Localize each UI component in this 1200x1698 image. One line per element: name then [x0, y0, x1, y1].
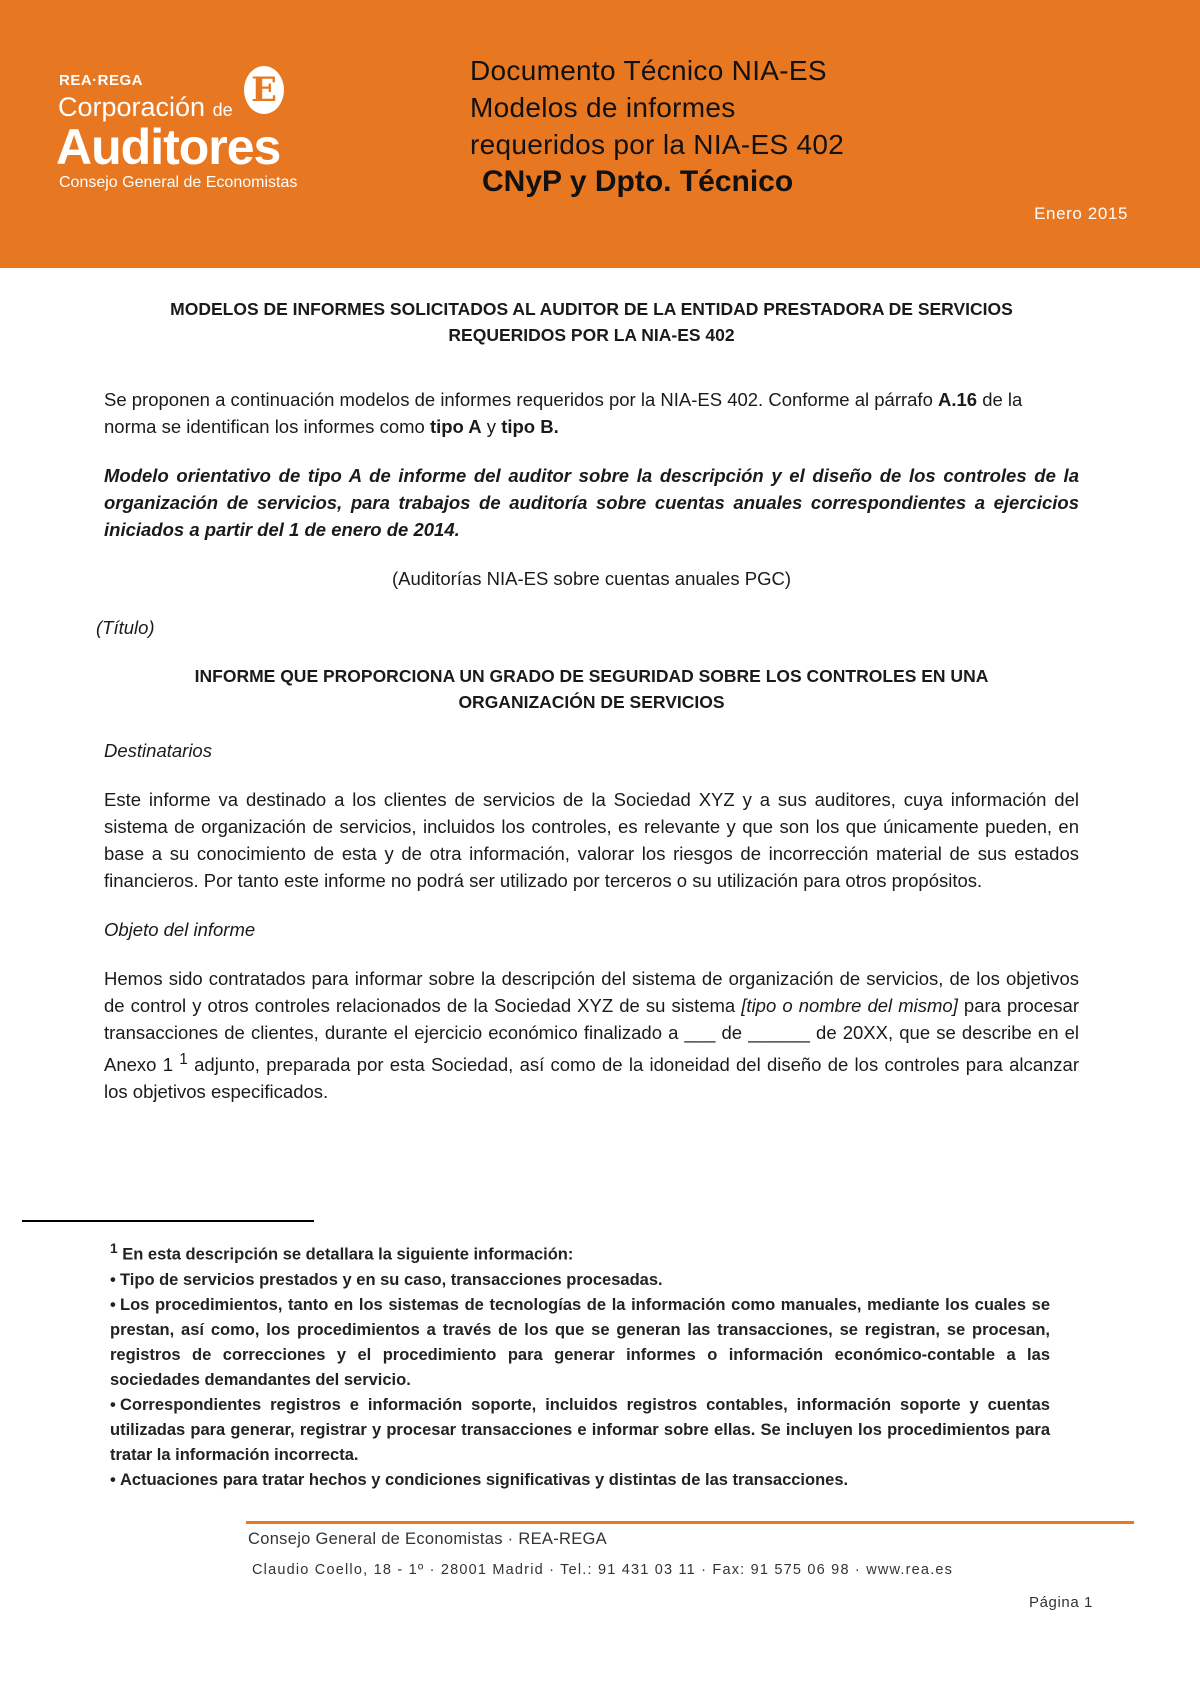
logo [58, 64, 308, 204]
main-heading-line-1: MODELOS DE INFORMES SOLICITADOS AL AUDITOR DE LA ENTIDAD PRESTADORA DE SERVICIOS [170, 299, 1013, 319]
bullet-icon: • [110, 1270, 116, 1289]
document-date: Enero 2015 [1034, 204, 1128, 223]
footnote-separator [22, 1220, 314, 1222]
bullet-icon: • [110, 1470, 116, 1489]
footnote-intro [110, 1236, 1050, 1268]
title-line-1: Documento Técnico NIA-ES [470, 55, 827, 86]
object-heading: Objeto del informe [104, 919, 256, 940]
footnote-item-text: Tipo de servicios prestados y en su caso, transacciones procesadas. [120, 1270, 663, 1289]
footnote-item [110, 1393, 1050, 1468]
footnote-item-text: Los procedimientos, tanto en los sistemas de tecnologías de la información como manuales, mediante los cuales se prestan, así como, los procedimientos a través de los que se generan las transacciones, se registran, se procesan, registros de correcciones y el procedimiento para generar informes o información económico-contable a las sociedades demandantes del servicio. [110, 1295, 1050, 1389]
report-title-line-2: ORGANIZACIÓN DE SERVICIOS [458, 692, 725, 712]
intro-text-1: Se proponen a continuación modelos de informes requeridos por la NIA-ES 402. Conforme al párrafo [104, 389, 938, 410]
intro-type-a: tipo A [429, 416, 482, 437]
footer-rule [246, 1521, 1134, 1524]
logo-auditores: Auditores [56, 119, 281, 175]
footnote-number: 1 [110, 1241, 118, 1256]
logo-de: de [212, 100, 233, 120]
model-heading: Modelo orientativo de tipo A de informe del auditor sobre la descripción y el diseño de los controles de la organización de servicios, para trabajos de auditoría sobre cuentas anuales correspondientes a ejercicios iniciados a partir del 1 de enero de 2014. [104, 465, 1079, 540]
intro-and: y [481, 416, 502, 437]
bullet-icon: • [110, 1395, 116, 1414]
intro-ref: A.16 [938, 389, 978, 410]
footnote-item-text: Correspondientes registros e información soporte, incluidos registros contables, información soporte y cuentas utilizadas para generar, registrar y procesar transacciones e informar sobre ellas. Se incluyen los procedimientos para tratar la información incorrecta. [110, 1395, 1050, 1464]
logo-subtitle: Consejo General de Economistas [59, 174, 298, 191]
document-body [96, 296, 1080, 1105]
object-text-1: Hemos sido contratados para informar sobre la descripción del sistema de organización de servicios, de los objetivos de control y otros controles relacionados de la Sociedad XYZ de su sistema [104, 968, 1079, 1016]
department: CNyP y Dpto. Técnico [482, 165, 794, 198]
main-heading-line-2: REQUERIDOS POR LA NIA-ES 402 [448, 325, 735, 345]
object-text-3: adjunto, preparada por esta Sociedad, así como de la idoneidad del diseño de los controles para alcanzar los objetivos especificados. [104, 1054, 1080, 1103]
document-title [470, 52, 1030, 201]
title-line-3: requeridos por la NIA-ES 402 [470, 129, 845, 160]
object-text-italic: [tipo o nombre del mismo] [741, 995, 958, 1016]
page-number: Página 1 [1028, 1594, 1093, 1611]
scope-note: (Auditorías NIA-ES sobre cuentas anuales PGC) [392, 568, 791, 589]
logo-rea-rega: REA·REGA [59, 72, 144, 89]
footnote-intro-text: En esta descripción se detallara la siguiente información: [117, 1245, 574, 1264]
recipients-heading: Destinatarios [104, 740, 212, 761]
footnote-ref[interactable]: 1 [179, 1051, 188, 1068]
report-title-line-1: INFORME QUE PROPORCIONA UN GRADO DE SEGURIDAD SOBRE LOS CONTROLES EN UNA [194, 666, 989, 686]
logo-mark-icon: E [244, 66, 284, 114]
footnote-item-text: Actuaciones para tratar hechos y condiciones significativas y distintas de las transacciones. [120, 1470, 849, 1489]
intro-text-2: de la norma se identifican los informes como [104, 389, 1023, 437]
footnote-item [110, 1268, 1050, 1293]
object-text-2: para procesar transacciones de clientes, durante el ejercicio económico finalizado a ___ de ______ de 20XX, que se describe en el Anexo 1 [104, 995, 1079, 1076]
footnotes [110, 1236, 1050, 1493]
header-banner [0, 0, 1200, 268]
footnote-item [110, 1293, 1050, 1393]
bullet-icon: • [110, 1295, 116, 1314]
recipients-text: Este informe va destinado a los clientes de servicios de la Sociedad XYZ y a sus auditores, cuya información del sistema de organización de servicios, incluidos los controles, es relevante y que son los que únicamente pueden, en base a su conocimiento de esta y de otra información, valorar los riesgos de incorrección material de sus estados financieros. Por tanto este informe no podrá ser utilizado por terceros o su utilización para otros propósitos. [104, 789, 1079, 891]
title-marker: (Título) [96, 617, 155, 638]
intro-type-b: tipo B. [501, 416, 559, 437]
footer-contact: Claudio Coello, 18 - 1º · 28001 Madrid · Tel.: 91 431 03 11 · Fax: 91 575 06 98 · www.rea.es [252, 1562, 954, 1578]
footer-organization: Consejo General de Economistas · REA-REGA [248, 1530, 607, 1548]
title-line-2: Modelos de informes [470, 92, 736, 123]
logo-corp-word: Corporación [58, 92, 206, 122]
footnote-item [110, 1468, 1050, 1493]
object-text [104, 965, 1079, 1105]
intro-paragraph [104, 386, 1079, 440]
